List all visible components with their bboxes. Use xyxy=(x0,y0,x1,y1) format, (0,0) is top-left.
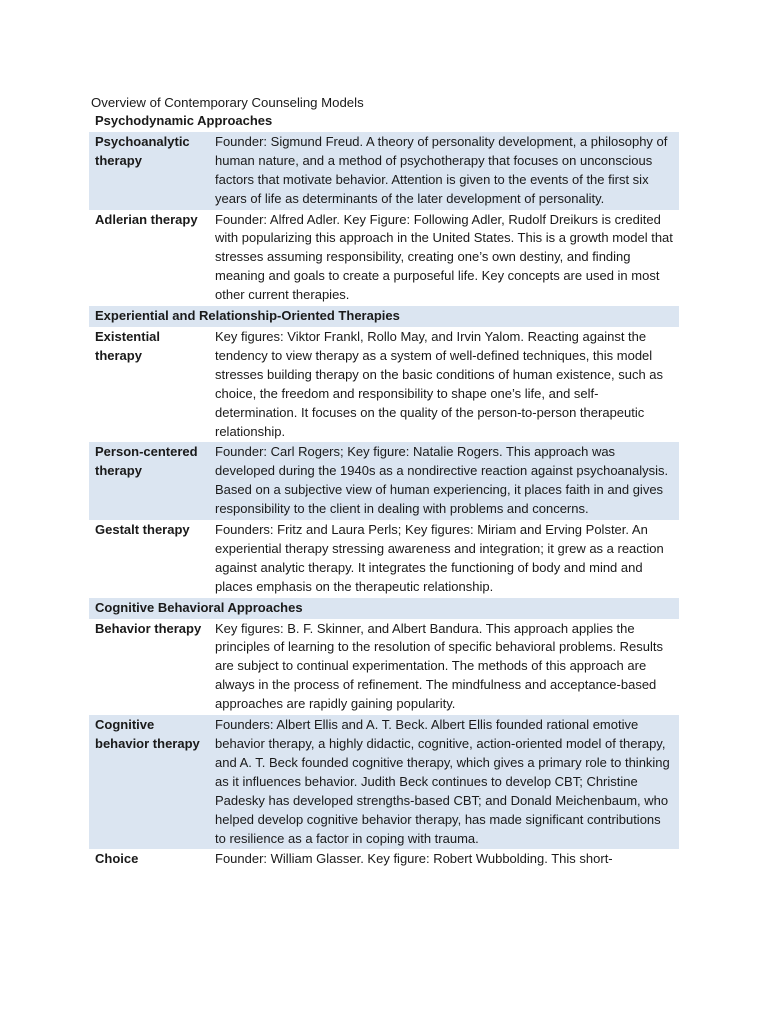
model-name: Gestalt therapy xyxy=(95,522,190,538)
table-body xyxy=(89,111,679,870)
model-description: Founders: Fritz and Laura Perls; Key figures: Miriam and Erving Polster. An experiential therapy stressing awareness and integration; it grew as a reaction against analytic therapy. It integrates the functioning of body and mind and places emphasis on the therapeutic relationship. xyxy=(215,522,664,594)
model-description: Founders: Albert Ellis and A. T. Beck. Albert Ellis founded rational emotive behavior therapy, a highly didactic, cognitive, action-oriented model of therapy, and A. T. Beck founded cognitive therapy, which gives a primary role to thinking as it influences behavior. Judith Beck continues to develop CBT; Christine Padesky has developed strengths-based CBT; and Donald Meichenbaum, who helped develop cognitive behavior therapy, has made significant contributions to resilience as a factor in coping with trauma. xyxy=(209,715,679,849)
table-row xyxy=(89,520,679,598)
document-title: Overview of Contemporary Counseling Models xyxy=(91,95,364,110)
table-row xyxy=(89,327,679,442)
model-name: Behavior therapy xyxy=(95,620,202,636)
table-row xyxy=(89,619,679,716)
model-description: Founder: Alfred Adler. Key Figure: Following Adler, Rudolf Dreikurs is credited with popularizing this approach in the United States. This is a growth model that stresses assuming responsibility, creating one’s own destiny, and finding meaning and goals to create a purposeful life. Key concepts are used in most other current therapies. xyxy=(215,211,673,303)
model-name: Person-centered therapy xyxy=(89,442,209,520)
section-heading: Experiential and Relationship-Oriented Therapies xyxy=(89,306,679,327)
table-row xyxy=(89,132,679,210)
model-name: Choice xyxy=(95,851,139,867)
model-name: Adlerian therapy xyxy=(95,211,198,227)
model-name: Existential therapy xyxy=(95,328,161,363)
table-row xyxy=(89,715,679,849)
table-row xyxy=(89,849,679,870)
model-name: Cognitive behavior therapy xyxy=(89,715,209,849)
model-name: Psychoanalytic therapy xyxy=(89,132,209,210)
section-heading: Cognitive Behavioral Approaches xyxy=(89,598,679,619)
model-description: Founder: Carl Rogers; Key figure: Natalie Rogers. This approach was developed during the 1940s as a nondirective reaction against psychoanalysis. Based on a subjective view of human experiencing, it places faith in and gives responsibility to the client in dealing with problems and concerns. xyxy=(209,442,679,520)
model-description: Key figures: Viktor Frankl, Rollo May, and Irvin Yalom. Reacting against the tendency to view therapy as a system of well-defined techniques, this model stresses building therapy on the basic conditions of human existence, such as choice, the freedom and responsibility to shape one’s life, and self-determination. It focuses on the quality of the person-to-person therapeutic relationship. xyxy=(215,328,664,439)
section-header-row xyxy=(89,598,679,619)
section-header-row xyxy=(89,306,679,327)
model-description: Key figures: B. F. Skinner, and Albert Bandura. This approach applies the principles of learning to the resolution of specific behavioral problems. Results are subject to continual experimentation. The methods of this approach are always in the process of refinement. The mindfulness and acceptance-based approaches are rapidly gaining popularity. xyxy=(215,620,664,712)
table-row xyxy=(89,442,679,520)
model-description: Founder: William Glasser. Key figure: Robert Wubbolding. This short- xyxy=(215,851,613,867)
table-row xyxy=(89,210,679,307)
counseling-models-table xyxy=(89,111,679,870)
section-header-row xyxy=(89,111,679,132)
section-heading: Psychodynamic Approaches xyxy=(95,113,273,128)
model-description: Founder: Sigmund Freud. A theory of personality development, a philosophy of human nature, and a method of psychotherapy that focuses on unconscious factors that motivate behavior. Attention is given to the events of the first six years of life as determinants of the later development of personality. xyxy=(209,132,679,210)
